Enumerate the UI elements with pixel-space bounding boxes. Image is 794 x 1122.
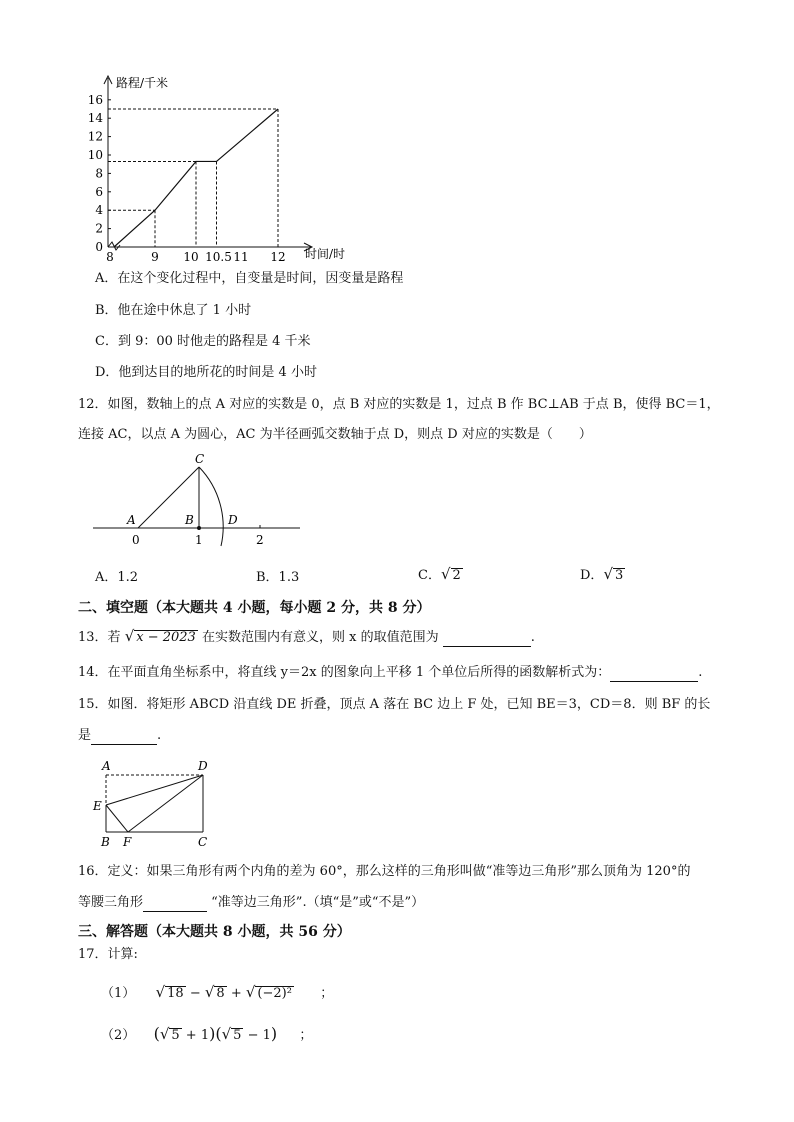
- q11-option-b: B．他在途中休息了 1 小时: [95, 303, 252, 318]
- q17-part-1-end: ；: [320, 986, 334, 1001]
- y-tick-label: 16: [87, 92, 103, 107]
- label-a: A: [102, 759, 111, 773]
- section-2-heading: 二、填空题（本大题共 4 小题，每小题 2 分，共 8 分）: [78, 600, 431, 616]
- q12-option-d-radicand: 3: [615, 568, 624, 583]
- q17-part-2-label: （2）: [101, 1028, 136, 1043]
- label-b: B: [101, 835, 110, 849]
- x-axis-label: 时间/时: [305, 247, 346, 261]
- label-c: C: [198, 835, 208, 849]
- q15-line-1: 15．如图．将矩形 ABCD 沿直线 DE 折叠，顶点 A 落在 BC 边上 F 处，已知 BE＝3，CD＝8．则 BF 的长: [78, 697, 711, 712]
- q13: 13．若 √ x − 2023 在实数范围内有意义，则 x 的取值范围为 .: [78, 627, 535, 645]
- q13-post: 在实数范围内有意义，则 x 的取值范围为: [201, 630, 439, 645]
- label-d: D: [198, 759, 208, 773]
- q17-p2-radicand-2: 5: [233, 1028, 242, 1043]
- label-c: C: [195, 452, 205, 466]
- x-tick-label: 9: [151, 250, 159, 264]
- tick-label-1: 1: [195, 533, 203, 547]
- q17-p2-radicand-1: 5: [171, 1028, 180, 1043]
- x-tick-label: 12: [270, 250, 286, 264]
- q17-part-1-label: （1）: [101, 986, 136, 1001]
- q14-answer-blank[interactable]: [610, 667, 698, 682]
- q12-option-c: C．√ 2: [418, 565, 461, 583]
- q15-line-2-pre: 是: [78, 728, 92, 743]
- label-a: A: [127, 513, 136, 527]
- x-tick-label: 10.5: [205, 250, 232, 264]
- q13-pre: 13．若: [78, 630, 121, 645]
- q12-option-c-radicand: 2: [452, 568, 461, 583]
- fold-de: [106, 775, 203, 805]
- q14-text: 14．在平面直角坐标系中，将直线 y＝2x 的图象向上平移 1 个单位后所得的函数解析式为：: [78, 665, 611, 680]
- q16-line-1: 16．定义：如果三角形有两个内角的差为 60°，那么这样的三角形叫做“准等边三角形”那么顶角为 120°的: [78, 864, 691, 879]
- q11-option-c: C．到 9：00 时他走的路程是 4 千米: [95, 334, 311, 349]
- q17-part-1: （1） √ 18 − √ 8 + √ (−2)² ；: [101, 983, 334, 1001]
- q17-title: 17．计算:: [78, 947, 138, 962]
- q12-option-d: D．√ 3: [580, 565, 624, 583]
- label-b: B: [185, 513, 194, 527]
- q17-p1-radicand-1: 18: [167, 986, 184, 1001]
- y-tick-label: 2: [95, 221, 103, 236]
- rectangle-fold-figure: [88, 756, 218, 852]
- x-tick-label: 8: [106, 250, 114, 264]
- tick-label-2: 2: [256, 533, 264, 547]
- q17-p1-radicand-2: 8: [216, 986, 225, 1001]
- y-tick-label: 14: [87, 111, 103, 126]
- q15-line-2: [78, 727, 161, 745]
- point-b: [197, 526, 201, 530]
- label-d: D: [228, 513, 238, 527]
- y-axis-label: 路程/千米: [116, 76, 169, 90]
- y-tick-label: 12: [87, 129, 103, 144]
- q16-line-2-post: “准等边三角形”.（填“是”或“不是”）: [211, 895, 425, 910]
- y-tick-label: 0: [95, 240, 103, 254]
- y-tick-label: 6: [95, 184, 103, 199]
- q12-option-c-label: C．: [418, 568, 441, 583]
- label-f: F: [123, 835, 132, 849]
- segment-ef: [106, 805, 128, 832]
- q11-option-d: D．他到达目的地所花的时间是 4 小时: [95, 365, 317, 380]
- q12-option-d-label: D．: [580, 568, 604, 583]
- label-e: E: [93, 799, 102, 813]
- q12-option-b: B．1.3: [256, 570, 300, 585]
- q14: [78, 664, 702, 682]
- x-tick-label: 11: [233, 250, 249, 264]
- q15-line-2-end: .: [157, 728, 162, 743]
- q12-line-1: 12．如图，数轴上的点 A 对应的实数是 0，点 B 对应的实数是 1，过点 B 作 BC⊥AB 于点 B，使得 BC＝1，: [78, 397, 720, 412]
- section-3-heading: 三、解答题（本大题共 8 小题，共 56 分）: [78, 924, 351, 940]
- tick-label-0: 0: [132, 533, 140, 547]
- q15-answer-blank[interactable]: [91, 730, 157, 745]
- distance-time-chart: [80, 70, 370, 265]
- q14-end: .: [698, 665, 703, 680]
- q13-answer-blank[interactable]: [443, 632, 531, 647]
- q17-p1-radicand-3: (−2)²: [257, 986, 292, 1001]
- q12-option-a: A．1.2: [95, 570, 139, 585]
- x-tick-label: 10: [183, 250, 199, 264]
- q16-line-2: [78, 894, 424, 912]
- y-tick-label: 4: [95, 203, 103, 218]
- q12-line-2: 连接 AC，以点 A 为圆心，AC 为半径画弧交数轴于点 D，则点 D 对应的实数是（ ）: [78, 427, 592, 442]
- segment-fd: [128, 775, 203, 832]
- y-tick-label: 8: [95, 166, 103, 181]
- q16-answer-blank[interactable]: [143, 897, 207, 912]
- q13-end: .: [530, 630, 535, 645]
- q17-part-2: （2） (√ 5 + 1)(√ 5 − 1) ；: [101, 1024, 313, 1043]
- q13-radicand: x − 2023: [136, 630, 196, 645]
- y-tick-label: 10: [87, 148, 103, 162]
- q17-part-2-end: ；: [299, 1028, 313, 1043]
- q11-option-a: A．在这个变化过程中，自变量是时间，因变量是路程: [95, 271, 404, 286]
- q16-line-2-pre: 等腰三角形: [78, 895, 144, 910]
- number-line-figure: [85, 450, 315, 550]
